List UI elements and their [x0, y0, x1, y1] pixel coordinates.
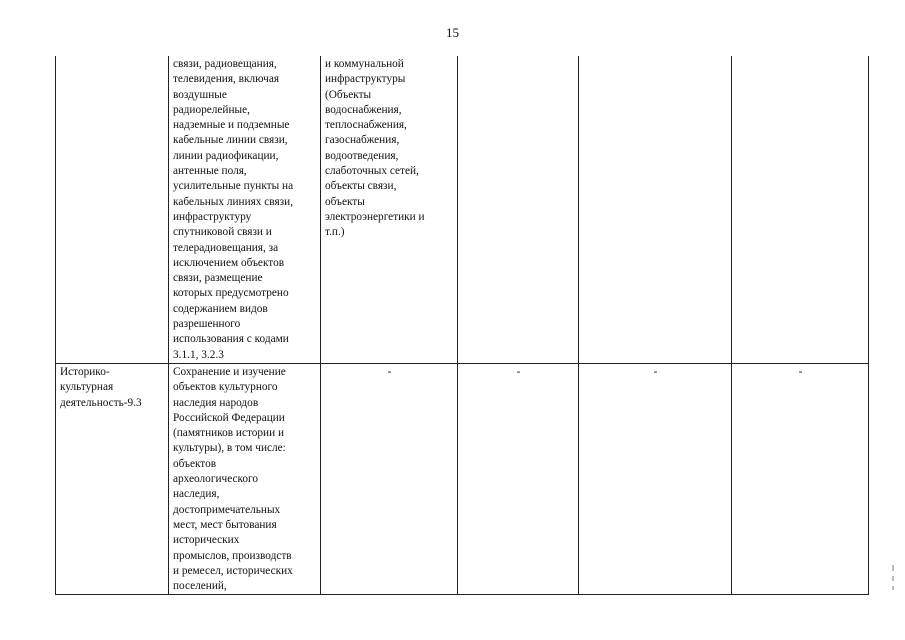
table-cell-description	[169, 56, 321, 363]
cell-text: Сохранение и изучение объектов культурного наследия народов Российской Федерации (памятников истории и культуры), в том числе: объектов археологического наследия, достопримечательных мест, мест бытования исторических промыслов, производств и ремесел, исторических поселений,	[173, 365, 293, 593]
table-row	[56, 363, 869, 594]
table-row	[56, 56, 869, 363]
cell-text: -	[387, 365, 392, 378]
table-cell-param-1	[458, 363, 579, 594]
table-cell-param-1	[458, 56, 579, 363]
table-cell-description	[169, 363, 321, 594]
land-use-table	[55, 56, 869, 595]
page-number: 15	[446, 25, 459, 40]
table-cell-param-3	[732, 56, 869, 363]
table-cell-auxiliary	[321, 363, 458, 594]
cell-text: -	[653, 365, 658, 378]
cell-text: связи, радиовещания, телевидения, включая воздушные радиорелейные, надземные и подземные кабельные линии связи, линии радиофикации, антенные поля, усилительные пункты на кабельных линиях связи, инфраструктуру спутниковой связи и телерадиовещания, за исключением объектов связи, размещение которых предусмотрено содержанием видов разрешенного использования с кодами 3.1.1, 3.2.3	[173, 58, 294, 361]
scan-artifact	[892, 586, 894, 590]
table-cell-use-name	[56, 56, 169, 363]
cell-text: и коммунальной инфраструктуры (Объекты водоснабжения, теплоснабжения, газоснабжения, водоотведения, слаботочных сетей, объекты связи, объекты электроэнергетики и т.п.)	[325, 58, 425, 239]
scan-artifact	[892, 565, 894, 571]
table-cell-auxiliary	[321, 56, 458, 363]
table-cell-use-name	[56, 363, 169, 594]
table-cell-param-2	[579, 363, 732, 594]
table-cell-param-2	[579, 56, 732, 363]
table-cell-param-3	[732, 363, 869, 594]
cell-text: -	[798, 365, 803, 378]
cell-text: Историко- культурная деятельность-9.3	[60, 365, 142, 409]
cell-text: -	[516, 365, 521, 378]
scan-artifact	[892, 576, 894, 581]
